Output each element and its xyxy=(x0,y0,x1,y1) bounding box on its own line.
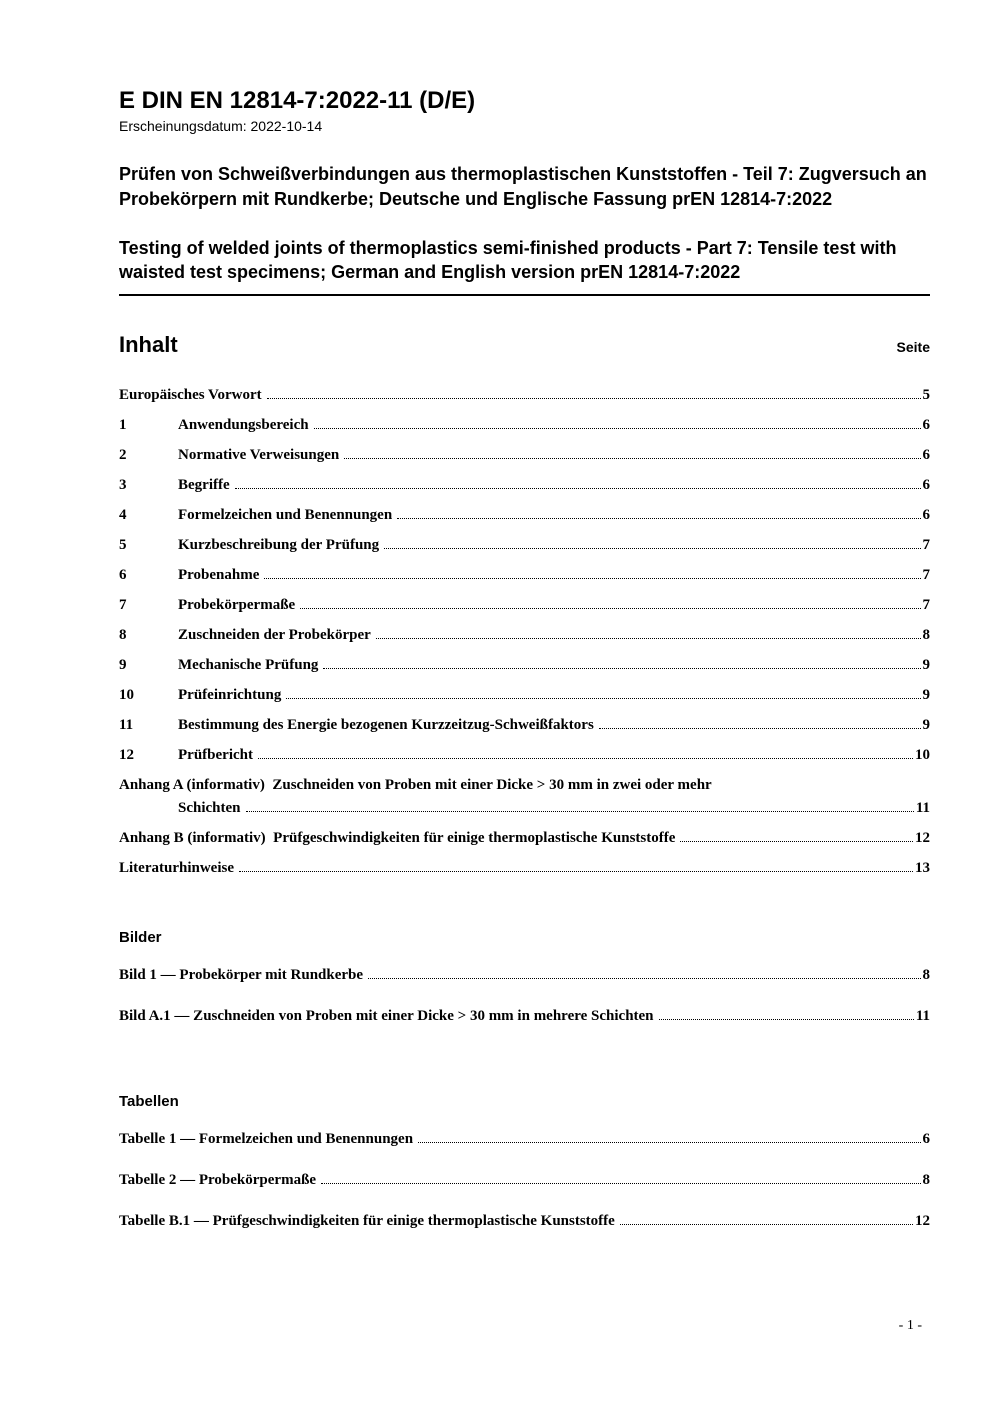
table-entry-page: 12 xyxy=(915,1212,930,1229)
toc-entry-page: 5 xyxy=(922,386,930,403)
table-entry xyxy=(119,1170,930,1191)
table-entry-page: 8 xyxy=(922,1171,930,1188)
figure-entry-page: 8 xyxy=(922,966,930,983)
toc-leader-dots xyxy=(599,728,921,729)
toc-entry xyxy=(119,745,930,766)
toc-entry-label: Anhang B (informativ) Prüfgeschwindigkeiten für einige thermoplastische Kunststoffe xyxy=(119,829,676,846)
toc-entry-label: Normative Verweisungen xyxy=(178,446,340,463)
toc-entry-number: 1 xyxy=(119,416,127,433)
toc-entry-number: 9 xyxy=(119,656,127,673)
figures-heading: Bilder xyxy=(119,928,162,946)
toc-entry-label: Formelzeichen und Benennungen xyxy=(178,506,393,523)
toc-entry-page: 6 xyxy=(922,446,930,463)
toc-leader-dots xyxy=(680,841,913,842)
toc-entry-label: Schichten xyxy=(178,799,241,816)
toc-list xyxy=(119,385,930,879)
toc-entry-number: 5 xyxy=(119,536,127,553)
toc-leader-dots xyxy=(239,871,913,872)
toc-entry-number: 6 xyxy=(119,566,127,583)
toc-entry-page: 9 xyxy=(922,656,930,673)
toc-leader-dots xyxy=(267,398,921,399)
toc-entry-page: 11 xyxy=(915,799,930,816)
toc-entry-page: 10 xyxy=(915,746,930,763)
toc-entry-label: Literaturhinweise xyxy=(119,859,234,876)
toc-leader-dots xyxy=(397,518,920,519)
toc-entry-number: 4 xyxy=(119,506,127,523)
toc-leader-dots xyxy=(314,428,921,429)
toc-leader-dots xyxy=(300,608,920,609)
table-entry-page: 6 xyxy=(922,1130,930,1147)
toc-entry xyxy=(119,655,930,676)
tables-heading: Tabellen xyxy=(119,1092,179,1110)
toc-entry-page: 6 xyxy=(922,476,930,493)
toc-leader-dots xyxy=(344,458,920,459)
toc-entry-page: 13 xyxy=(915,859,930,876)
toc-entry xyxy=(119,715,930,736)
toc-entry-number: 12 xyxy=(119,746,134,763)
toc-entry-label: Prüfbericht xyxy=(178,746,253,763)
toc-entry-label: Kurzbeschreibung der Prüfung xyxy=(178,536,380,553)
toc-entry-label: Europäisches Vorwort xyxy=(119,386,262,403)
toc-leader-dots xyxy=(246,811,914,812)
table-entry-label: Tabelle B.1 — Prüfgeschwindigkeiten für einige thermoplastische Kunststoffe xyxy=(119,1212,615,1229)
toc-entry xyxy=(119,858,930,879)
table-entry xyxy=(119,1211,930,1232)
toc-leader-dots xyxy=(418,1142,920,1143)
toc-leader-dots xyxy=(323,668,920,669)
toc-entry xyxy=(119,535,930,556)
toc-leader-dots xyxy=(376,638,921,639)
table-entry-label: Tabelle 1 — Formelzeichen und Benennungen xyxy=(119,1130,414,1147)
toc-entry xyxy=(119,445,930,466)
toc-entry-number: 2 xyxy=(119,446,127,463)
toc-entry-number: 8 xyxy=(119,626,127,643)
toc-leader-dots xyxy=(384,548,920,549)
toc-entry-label: Probekörpermaße xyxy=(178,596,296,613)
toc-page-column-label: Seite xyxy=(896,338,930,355)
figures-list xyxy=(119,965,930,1027)
toc-entry-label: Anwendungsbereich xyxy=(178,416,309,433)
figure-entry xyxy=(119,1006,930,1027)
toc-entry-page: 8 xyxy=(922,626,930,643)
toc-entry-number: 10 xyxy=(119,686,134,703)
toc-leader-dots xyxy=(258,758,913,759)
figure-entry-label: Bild 1 — Probekörper mit Rundkerbe xyxy=(119,966,364,983)
toc-entry-label: Zuschneiden der Probekörper xyxy=(178,626,371,643)
toc-entry-page: 6 xyxy=(922,506,930,523)
figure-entry xyxy=(119,965,930,986)
toc-entry xyxy=(119,415,930,436)
toc-entry-page: 7 xyxy=(922,596,930,613)
toc-leader-dots xyxy=(235,488,921,489)
toc-entry-label: Probenahme xyxy=(178,566,260,583)
toc-entry xyxy=(119,828,930,849)
document-number: E DIN EN 12814-7:2022-11 (D/E) xyxy=(119,87,476,114)
toc-entry-label: Begriffe xyxy=(178,476,230,493)
figure-entry-page: 11 xyxy=(915,1007,930,1024)
toc-leader-dots xyxy=(286,698,920,699)
toc-entry xyxy=(119,505,930,526)
toc-entry-page: 7 xyxy=(922,536,930,553)
toc-entry xyxy=(119,385,930,406)
document-title-german: Prüfen von Schweißverbindungen aus thermoplastischen Kunststoffen - Teil 7: Zugversuch an Probekörpern mit Rundkerbe; Deutsche und Englische Fassung prEN 12814-7:2022 xyxy=(119,164,927,209)
toc-entry-page: 7 xyxy=(922,566,930,583)
toc-entry xyxy=(119,595,930,616)
table-entry xyxy=(119,1129,930,1150)
toc-entry xyxy=(119,775,930,796)
toc-entry-page: 12 xyxy=(915,829,930,846)
toc-leader-dots xyxy=(659,1019,914,1020)
toc-entry-number: 3 xyxy=(119,476,127,493)
figure-entry-label: Bild A.1 — Zuschneiden von Proben mit einer Dicke > 30 mm in mehrere Schichten xyxy=(119,1007,654,1024)
toc-entry xyxy=(119,565,930,586)
footer-page-number: - 1 - xyxy=(898,1318,922,1333)
toc-entry xyxy=(119,625,930,646)
toc-leader-dots xyxy=(321,1183,920,1184)
toc-leader-dots xyxy=(368,978,920,979)
toc-heading: Inhalt xyxy=(119,331,178,357)
tables-list xyxy=(119,1129,930,1232)
toc-entry xyxy=(119,475,930,496)
table-entry-label: Tabelle 2 — Probekörpermaße xyxy=(119,1171,317,1188)
toc-entry-page: 9 xyxy=(922,716,930,733)
toc-entry-page: 9 xyxy=(922,686,930,703)
toc-entry-label: Bestimmung des Energie bezogenen Kurzzeitzug-Schweißfaktors xyxy=(178,716,594,733)
toc-header xyxy=(119,332,930,358)
toc-entry-label: Anhang A (informativ) Zuschneiden von Proben mit einer Dicke > 30 mm in zwei oder mehr xyxy=(119,776,712,793)
toc-entry-page: 6 xyxy=(922,416,930,433)
toc-leader-dots xyxy=(264,578,920,579)
toc-entry-number: 7 xyxy=(119,596,127,613)
publication-date: Erscheinungsdatum: 2022-10-14 xyxy=(119,118,323,135)
toc-entry-label: Prüfeinrichtung xyxy=(178,686,282,703)
document-title-english: Testing of welded joints of thermoplastics semi-finished products - Part 7: Tensile test with waisted test specimens; German and English version prEN 12814-7:2022 xyxy=(119,236,930,296)
toc-entry-label: Mechanische Prüfung xyxy=(178,656,319,673)
toc-entry xyxy=(119,685,930,706)
toc-entry-number: 11 xyxy=(119,716,134,733)
toc-entry xyxy=(119,798,930,819)
toc-leader-dots xyxy=(620,1224,913,1225)
